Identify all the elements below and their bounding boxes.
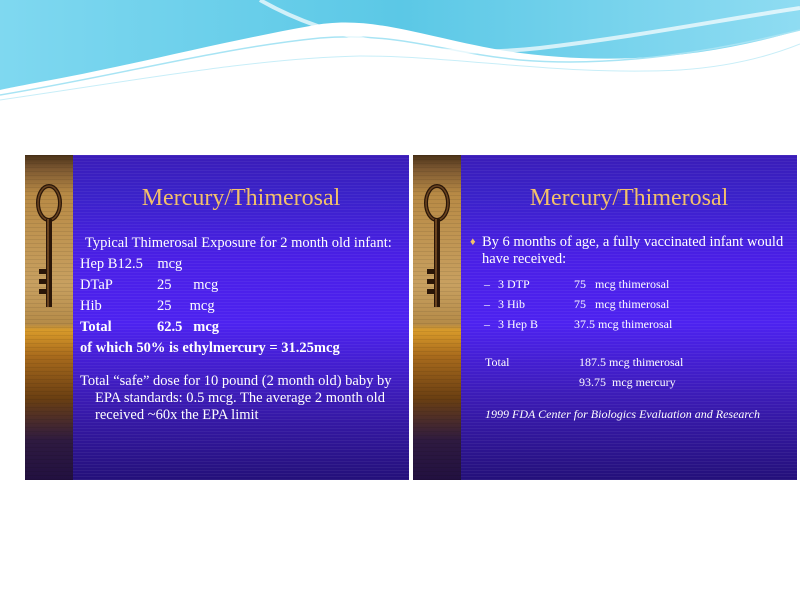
vaccine-dose: 25 mcg	[157, 298, 215, 314]
dose-row-hep-b: – 3 Hep B 37.5 mcg thimerosal	[470, 314, 795, 334]
vaccine-amount: 37.5 mcg thimerosal	[574, 317, 673, 331]
source-citation: 1999 FDA Center for Biologics Evaluation and Research	[485, 407, 760, 421]
mercury-row	[470, 372, 795, 392]
vaccine-row-hep-b	[80, 254, 405, 275]
total-thimerosal: 187.5 mcg thimerosal	[579, 355, 684, 369]
antique-key-icon	[419, 183, 455, 313]
slide-title: Mercury/Thimerosal	[141, 185, 341, 211]
decorative-strip	[25, 155, 73, 480]
wave-header-decoration	[0, 0, 800, 110]
vaccine-name: 3 Hib	[498, 297, 525, 311]
slide-title: Mercury/Thimerosal	[529, 185, 729, 211]
vaccine-row-total	[80, 317, 405, 338]
vaccine-name: 3 Hep B	[498, 317, 538, 331]
epa-limit-note: Total “safe” dose for 10 pound (2 month old) baby by EPA standards: 0.5 mcg. The average 2 month old received ~60x the EPA limit	[80, 373, 392, 423]
ethylmercury-note: of which 50% is ethylmercury = 31.25mcg	[80, 340, 340, 356]
dose-row-hib: – 3 Hib 75 mcg thimerosal	[470, 294, 795, 314]
vaccine-name: 3 DTP	[498, 277, 530, 291]
bullet-text: By 6 months of age, a fully vaccinated infant would have received:	[482, 234, 784, 267]
slide-exposure-6-month	[413, 155, 797, 480]
total-row	[470, 352, 795, 372]
total-label: Total	[80, 319, 112, 335]
vaccine-dose: 12.5 mcg	[117, 256, 183, 272]
six-month-content	[470, 234, 795, 422]
dose-row-dtp: – 3 DTP 75 mcg thimerosal	[470, 274, 795, 294]
vaccine-name: Hib	[80, 298, 102, 314]
exposure-content	[80, 233, 405, 424]
vaccine-amount: 75 mcg thimerosal	[574, 277, 670, 291]
vaccine-dose-list	[470, 274, 795, 392]
total-dose: 62.5 mcg	[157, 319, 220, 335]
antique-key-icon	[31, 183, 67, 313]
exposure-subtitle: Typical Thimerosal Exposure for 2 month old infant:	[85, 235, 392, 251]
vaccine-name: DTaP	[80, 277, 113, 293]
total-label: Total	[485, 355, 510, 369]
vaccine-amount: 75 mcg thimerosal	[574, 297, 670, 311]
decorative-strip	[413, 155, 461, 480]
total-mercury: 93.75 mcg mercury	[579, 375, 676, 389]
vaccine-row-dtap	[80, 275, 405, 296]
vaccine-dose: 25 mcg	[157, 277, 219, 293]
vaccine-row-hib	[80, 296, 405, 317]
slide-exposure-2-month	[25, 155, 409, 480]
vaccine-name: Hep B	[80, 256, 118, 272]
bullet-item	[470, 234, 795, 268]
diamond-bullet-icon: ♦	[470, 236, 476, 248]
